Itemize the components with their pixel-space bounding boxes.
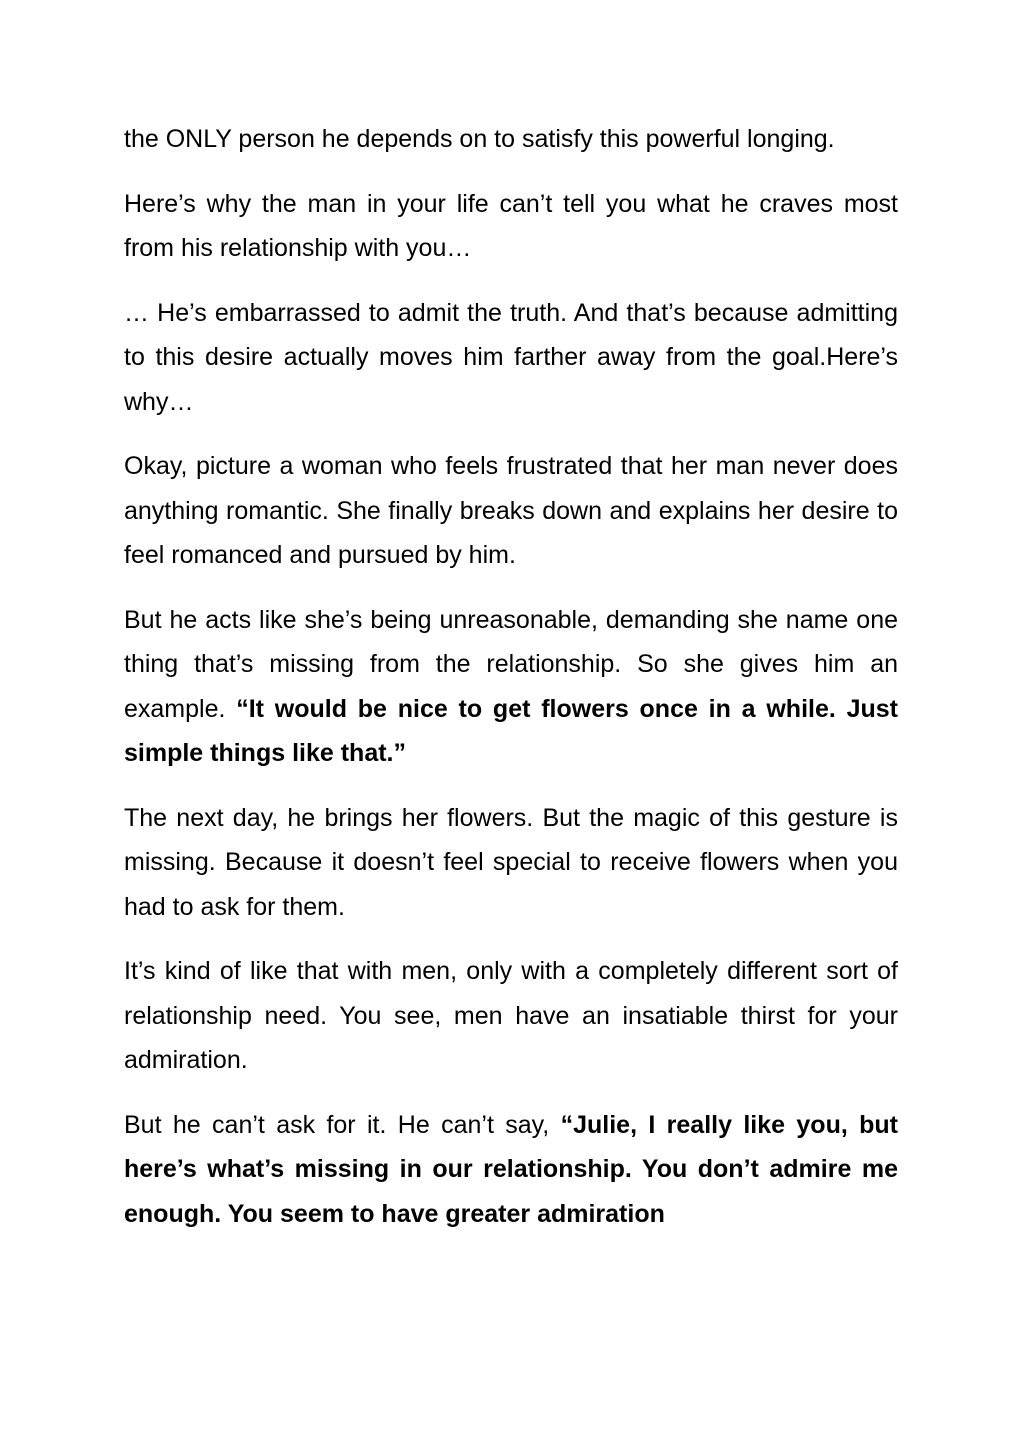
paragraph-5 [124, 598, 898, 776]
paragraph-7 [124, 949, 898, 1083]
paragraph-1 [124, 117, 898, 162]
paragraph-4 [124, 444, 898, 578]
paragraph-text: The next day, he brings her flowers. But the magic of this gesture is missing. Because it doesn’t feel special to receive flowers when you had to ask for them. [124, 803, 898, 921]
paragraph-text: Okay, picture a woman who feels frustrated that her man never does anything romantic. She finally breaks down and explains her desire to feel romanced and pursued by him. [124, 452, 898, 569]
paragraph-text: But he can’t ask for it. He can’t say, [124, 1110, 561, 1139]
paragraph-text: It’s kind of like that with men, only with a completely different sort of relationship need. You see, men have an insatiable thirst for your admiration. [124, 957, 898, 1074]
paragraph-text: … He’s embarrassed to admit the truth. And that’s because admitting to this desire actually moves him farther away from the goal.Here’s why… [124, 298, 898, 416]
paragraph-text: the ONLY person he depends on to satisfy this powerful longing. [124, 125, 835, 153]
paragraph-2 [124, 182, 898, 271]
paragraph-6 [124, 796, 898, 930]
bold-quote: “Julie, I really like you, but here’s what’s missing in our relationship. You don’t admire me enough. You seem to have greater admiration [124, 1110, 899, 1228]
bold-quote: “It would be nice to get flowers once in a while. Just simple things like that.” [124, 694, 899, 767]
document-page [124, 117, 898, 1256]
paragraph-8 [124, 1103, 898, 1237]
paragraph-3 [124, 291, 898, 425]
paragraph-text: Here’s why the man in your life can’t tell you what he craves most from his relationship with you… [124, 189, 898, 262]
paragraph-text: But he acts like she’s being unreasonable, demanding she name one thing that’s missing from the relationship. So she gives him an example. [124, 605, 898, 723]
